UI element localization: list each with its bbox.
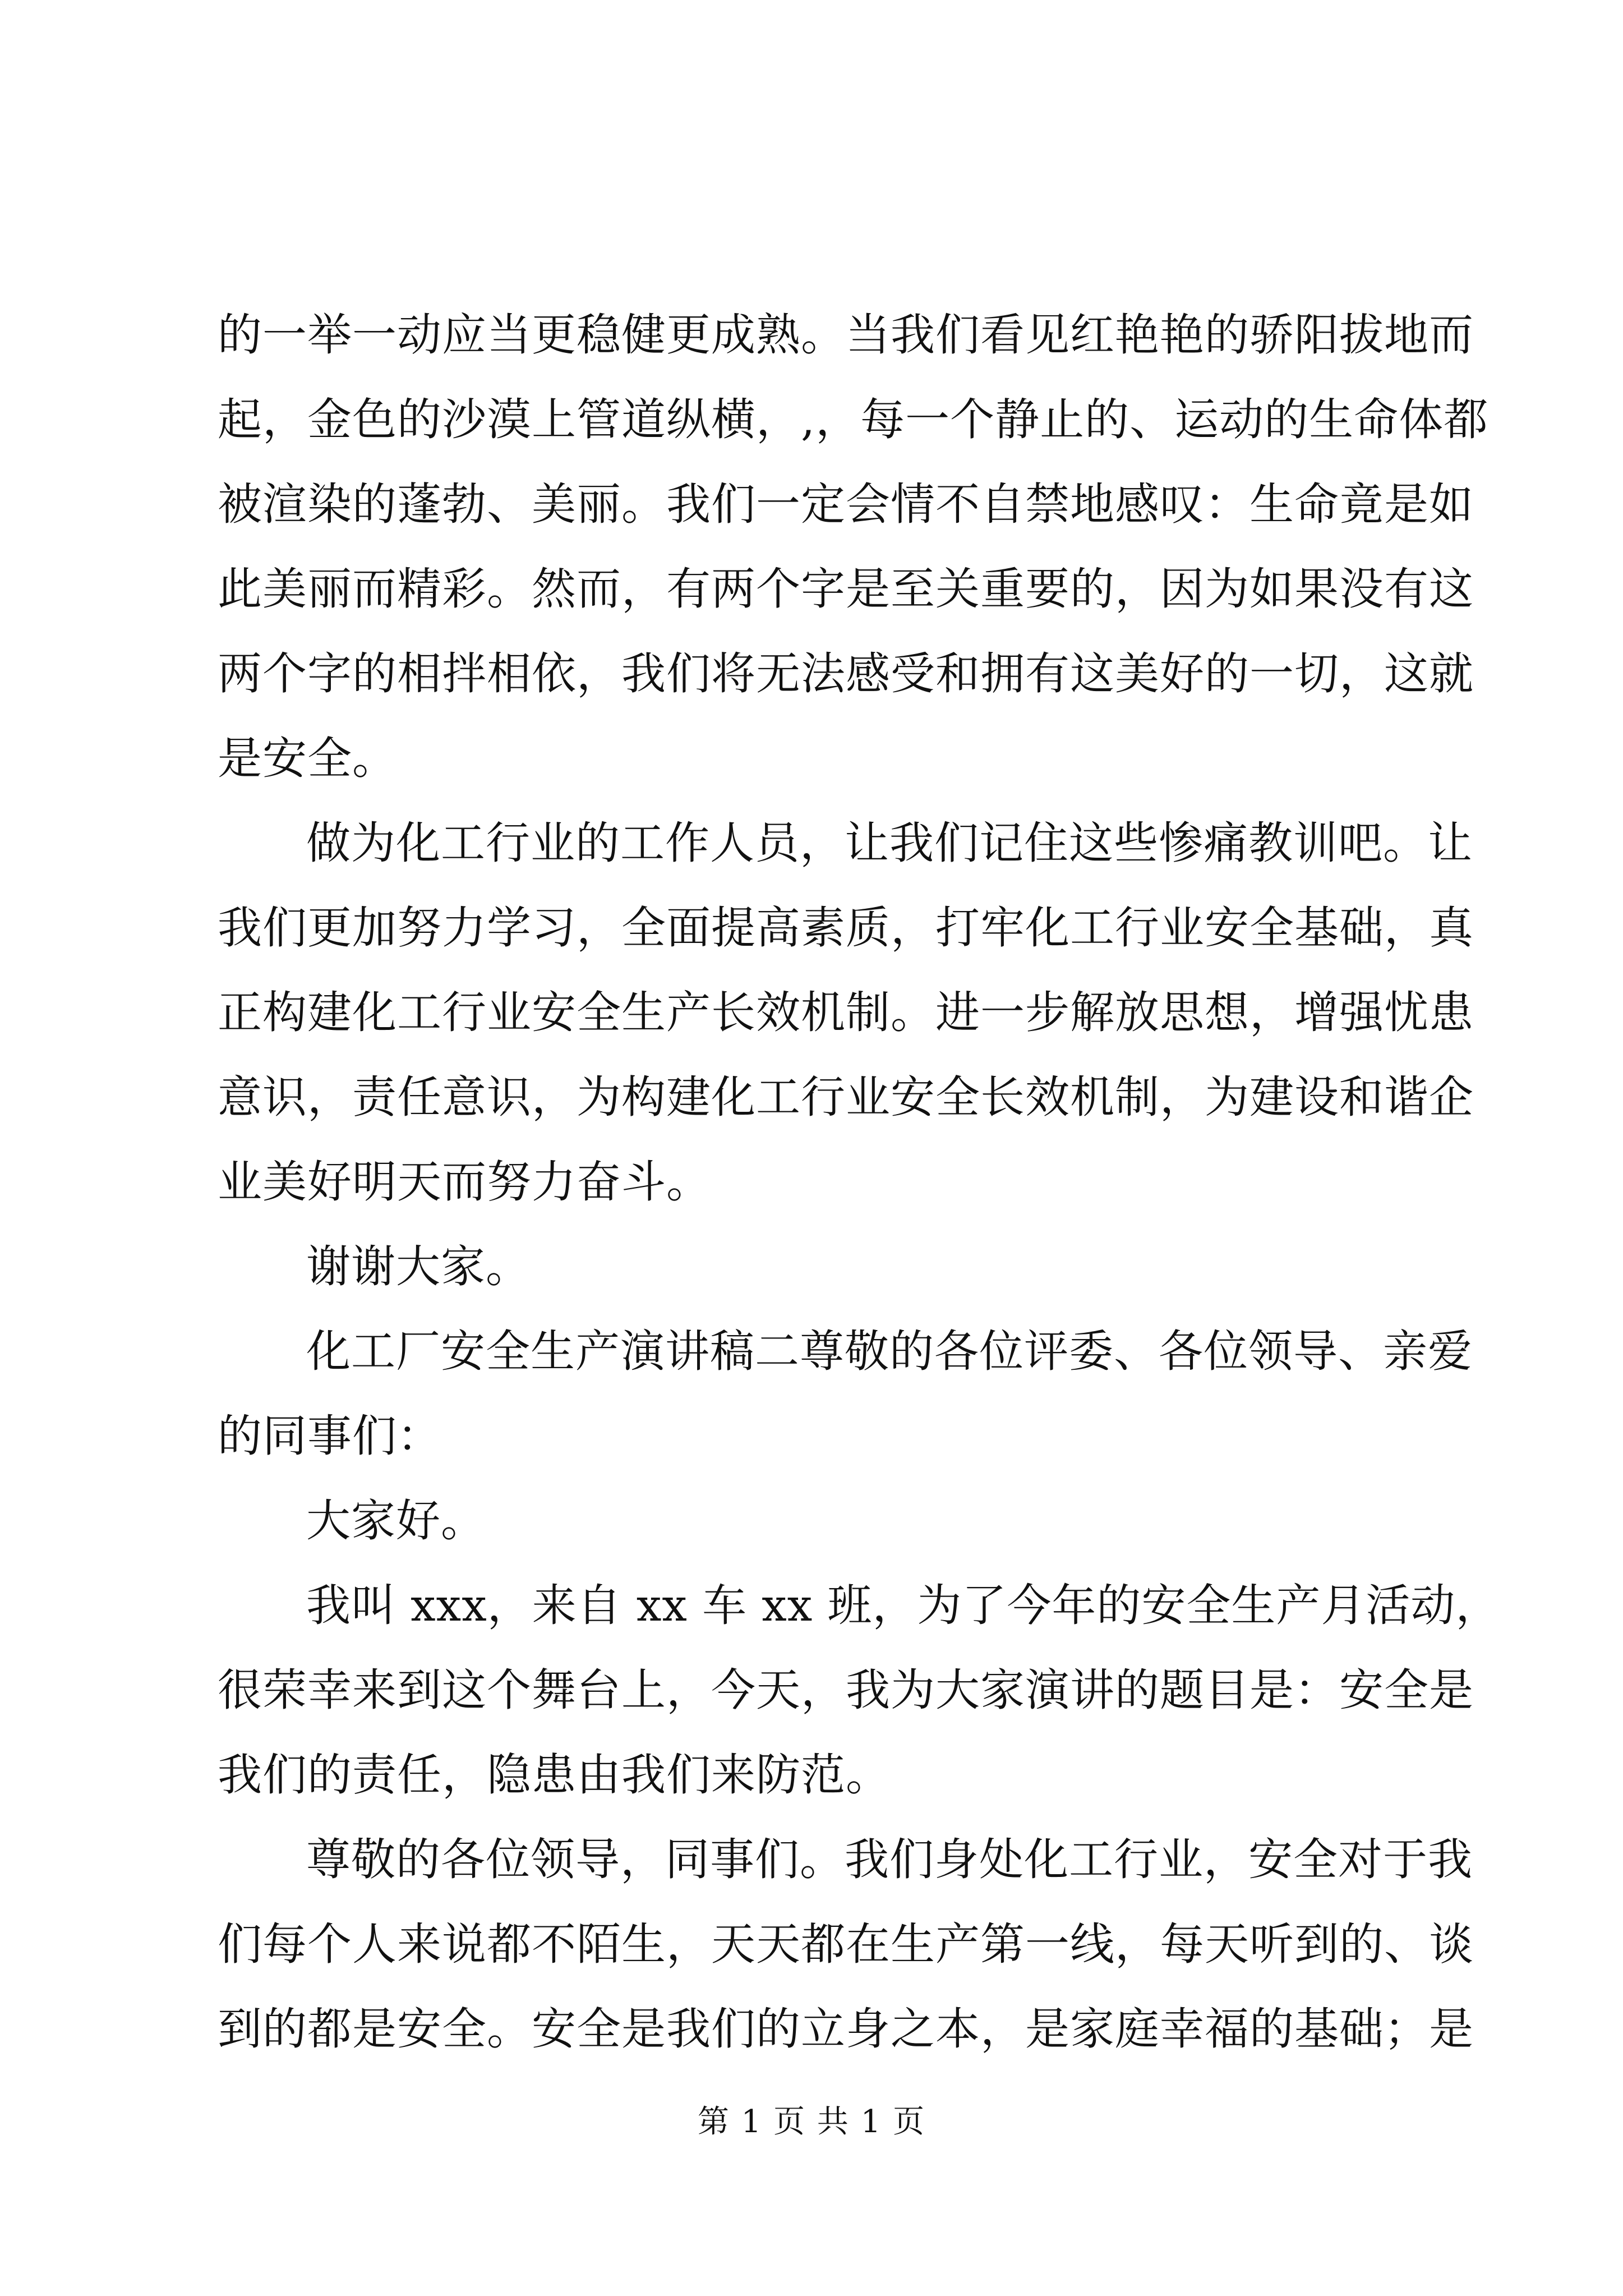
- paragraph-first-line: 我叫 xxx，来自 xx 车 xx 班，为了今年的安全生产月活动，: [306, 1580, 1501, 1631]
- text-line: 此美丽而精彩。然而，有两个字是至关重要的，因为如果没有这: [218, 563, 1474, 615]
- text-line: 被渲染的蓬勃、美丽。我们一定会情不自禁地感叹：生命竟是如: [218, 478, 1474, 530]
- text-line: 正构建化工行业安全生产长效机制。进一步解放思想，增强忧患: [218, 987, 1474, 1038]
- text-line: 是安全。: [218, 733, 397, 784]
- paragraph-first-line: 化工厂安全生产演讲稿二尊敬的各位评委、各位领导、亲爱: [306, 1326, 1473, 1377]
- page-number-footer: 第 1 页 共 1 页: [697, 2104, 926, 2140]
- text-line: 业美好明天而努力奋斗。: [218, 1156, 711, 1208]
- text-line: 们每个人来说都不陌生，天天都在生产第一线，每天听到的、谈: [218, 1918, 1474, 1970]
- text-line: 的同事们：: [218, 1410, 442, 1462]
- paragraph-first-line: 尊敬的各位领导，同事们。我们身处化工行业，安全对于我: [306, 1834, 1473, 1885]
- paragraph-first-line: 谢谢大家。: [306, 1241, 531, 1292]
- text-line: 到的都是安全。安全是我们的立身之本，是家庭幸福的基础；是: [218, 2003, 1474, 2055]
- text-line: 我们更加努力学习，全面提高素质，打牢化工行业安全基础，真: [218, 902, 1474, 954]
- paragraph-first-line: 做为化工行业的工作人员，让我们记住这些惨痛教训吧。让: [306, 817, 1473, 869]
- text-line: 我们的责任，隐患由我们来防范。: [218, 1749, 891, 1801]
- text-line: 很荣幸来到这个舞台上，今天，我为大家演讲的题目是：安全是: [218, 1664, 1474, 1716]
- text-line: 两个字的相拌相依，我们将无法感受和拥有这美好的一切，这就: [218, 648, 1474, 700]
- text-line: 起，金色的沙漠上管道纵横，,，每一个静止的、运动的生命体都: [218, 394, 1489, 445]
- document-body: [218, 293, 1501, 2072]
- text-line: 意识，责任意识，为构建化工行业安全长效机制，为建设和谐企: [218, 1071, 1474, 1123]
- text-line: 的一举一动应当更稳健更成熟。当我们看见红艳艳的骄阳拔地而: [218, 309, 1474, 361]
- paragraph-first-line: 大家好。: [306, 1495, 486, 1547]
